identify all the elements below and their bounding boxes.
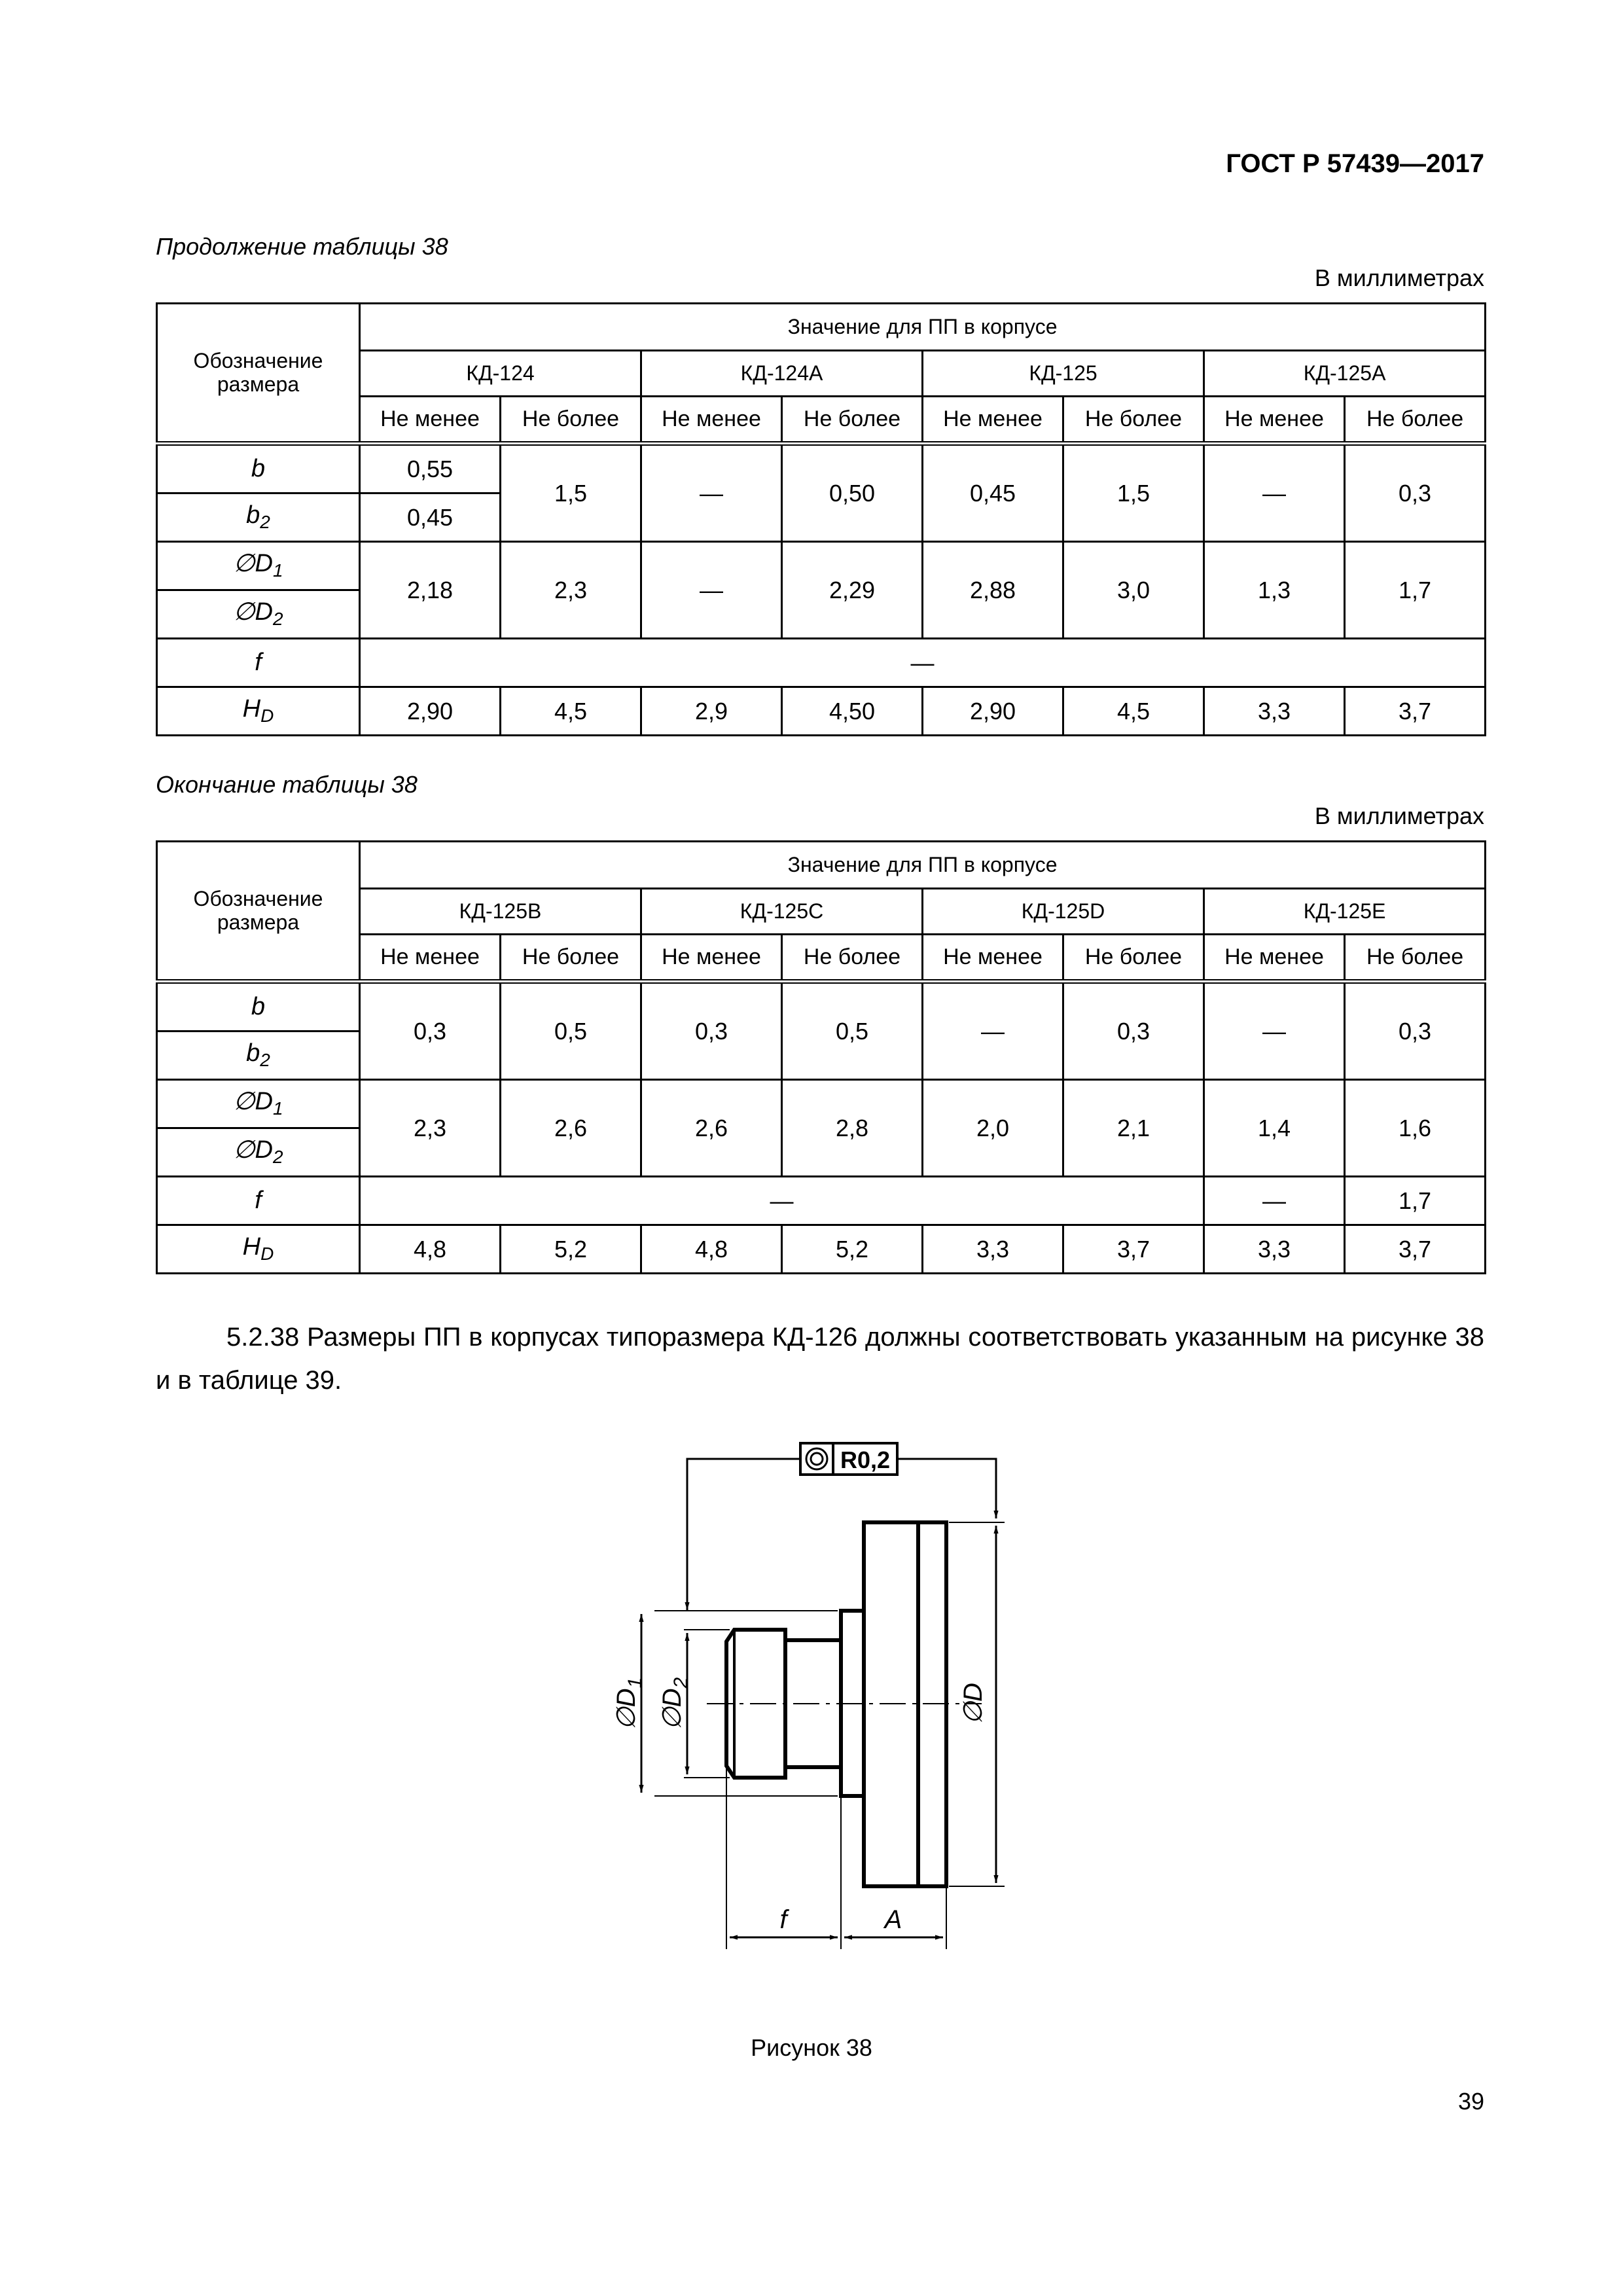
table-cell: 1,5 [501,444,641,542]
table-cell: 2,3 [501,542,641,639]
table-cell: — [923,982,1063,1080]
max-header: Не более [1345,397,1486,444]
group-header: Значение для ПП в корпусе [360,304,1486,351]
row-label-hd: $H_D$ [157,687,360,736]
table-cell: 2,90 [923,687,1063,736]
tolerance-value: R0,2 [840,1446,891,1473]
table-cell: 0,45 [923,444,1063,542]
label-d: ∅D [959,1683,988,1725]
table-cell: 0,3 [1345,444,1486,542]
table-cell: — [1204,444,1345,542]
label-d1: $\emptyset D_1$ [612,1677,646,1731]
case-header: КД-125А [1204,351,1486,397]
table-cell: 2,6 [641,1080,782,1177]
table-cell: 3,3 [1204,1225,1345,1274]
table2-units: В миллиметрах [1314,802,1484,829]
row-label-d2: $\emptyset D_2$ [157,590,360,639]
table-cell: 5,2 [501,1225,641,1274]
table-cell: — [1204,1177,1345,1225]
min-header: Не менее [923,397,1063,444]
table1 [156,302,1486,736]
label-a: A [884,1905,902,1934]
table-cell: 3,0 [1063,542,1204,639]
table-cell: — [360,639,1486,687]
case-header: КД-125D [923,889,1204,935]
case-header: КД-125С [641,889,923,935]
table-cell: 5,2 [782,1225,923,1274]
table-cell: 4,8 [360,1225,501,1274]
page-number: 39 [1457,2088,1484,2115]
table-cell: 2,3 [360,1080,501,1177]
table-cell: 2,8 [782,1080,923,1177]
table-cell: 4,8 [641,1225,782,1274]
table-cell: 0,50 [782,444,923,542]
table-cell: 2,18 [360,542,501,639]
case-header: КД-124 [360,351,641,397]
table-cell: 2,90 [360,687,501,736]
row-label-b: b [157,444,360,493]
max-header: Не более [1345,935,1486,982]
figure-38-drawing [0,1427,1623,2016]
min-header: Не менее [923,935,1063,982]
max-header: Не более [501,397,641,444]
row-label-hd: $H_D$ [157,1225,360,1274]
row-label-d1: $\emptyset D_1$ [157,542,360,590]
min-header: Не менее [1204,397,1345,444]
min-header: Не менее [1204,935,1345,982]
table2 [156,840,1486,1274]
table1-units: В миллиметрах [1314,264,1484,291]
table-cell: 0,3 [1345,982,1486,1080]
column-header-designation: Обозначение размера [157,304,360,444]
label-f: f [779,1905,787,1934]
table-cell: 1,3 [1204,542,1345,639]
row-label-d2: $\emptyset D_2$ [157,1128,360,1177]
table-cell: — [1204,982,1345,1080]
table-cell: 0,3 [1063,982,1204,1080]
case-header: КД-125В [360,889,641,935]
max-header: Не более [782,935,923,982]
table-cell: — [641,542,782,639]
table1-caption: Продолжение таблицы 38 [156,233,448,260]
table-cell: 1,5 [1063,444,1204,542]
table-cell: 0,5 [782,982,923,1080]
row-label-b2: $b_2$ [157,493,360,542]
case-header: КД-125 [923,351,1204,397]
max-header: Не более [1063,397,1204,444]
figure-caption: Рисунок 38 [751,2034,872,2061]
case-header: КД-124А [641,351,923,397]
table-cell: 3,7 [1345,687,1486,736]
table-cell: 0,55 [360,444,501,493]
max-header: Не более [1063,935,1204,982]
table-cell: 3,7 [1063,1225,1204,1274]
table-cell: 1,7 [1345,1177,1486,1225]
table-cell: 4,5 [501,687,641,736]
min-header: Не менее [641,397,782,444]
document-number: ГОСТ Р 57439—2017 [1226,149,1484,178]
label-d2: $\emptyset D_2$ [658,1677,692,1731]
row-label-f: f [157,639,360,687]
max-header: Не более [501,935,641,982]
table2-caption: Окончание таблицы 38 [156,771,418,798]
table-cell: 2,1 [1063,1080,1204,1177]
table-cell: 2,88 [923,542,1063,639]
table-cell: 3,7 [1345,1225,1486,1274]
column-header-designation: Обозначение размера [157,842,360,982]
body-paragraph: 5.2.38 Размеры ПП в корпусах типоразмера КД-126 должны соответствовать указанным на рисунке 38 и в таблице 39. [156,1323,1484,1395]
table-cell: 4,50 [782,687,923,736]
group-header: Значение для ПП в корпусе [360,842,1486,889]
row-label-b: b [157,982,360,1031]
table-cell: 1,7 [1345,542,1486,639]
row-label-d1: $\emptyset D_1$ [157,1080,360,1128]
table-cell: 2,6 [501,1080,641,1177]
concentricity-icon [806,1448,827,1469]
table-cell: 0,45 [360,493,501,542]
table-cell: 2,9 [641,687,782,736]
table-cell: 3,3 [1204,687,1345,736]
table-cell: 4,5 [1063,687,1204,736]
table-cell: 0,5 [501,982,641,1080]
table-cell: 2,29 [782,542,923,639]
row-label-b2: $b_2$ [157,1031,360,1080]
min-header: Не менее [641,935,782,982]
case-header: КД-125Е [1204,889,1486,935]
min-header: Не менее [360,397,501,444]
table-cell: 0,3 [360,982,501,1080]
table-cell: 0,3 [641,982,782,1080]
table-cell: 1,4 [1204,1080,1345,1177]
max-header: Не более [782,397,923,444]
table-cell: 3,3 [923,1225,1063,1274]
min-header: Не менее [360,935,501,982]
row-label-f: f [157,1177,360,1225]
table-cell: — [360,1177,1204,1225]
table-cell: 2,0 [923,1080,1063,1177]
table-cell: — [641,444,782,542]
table-cell: 1,6 [1345,1080,1486,1177]
